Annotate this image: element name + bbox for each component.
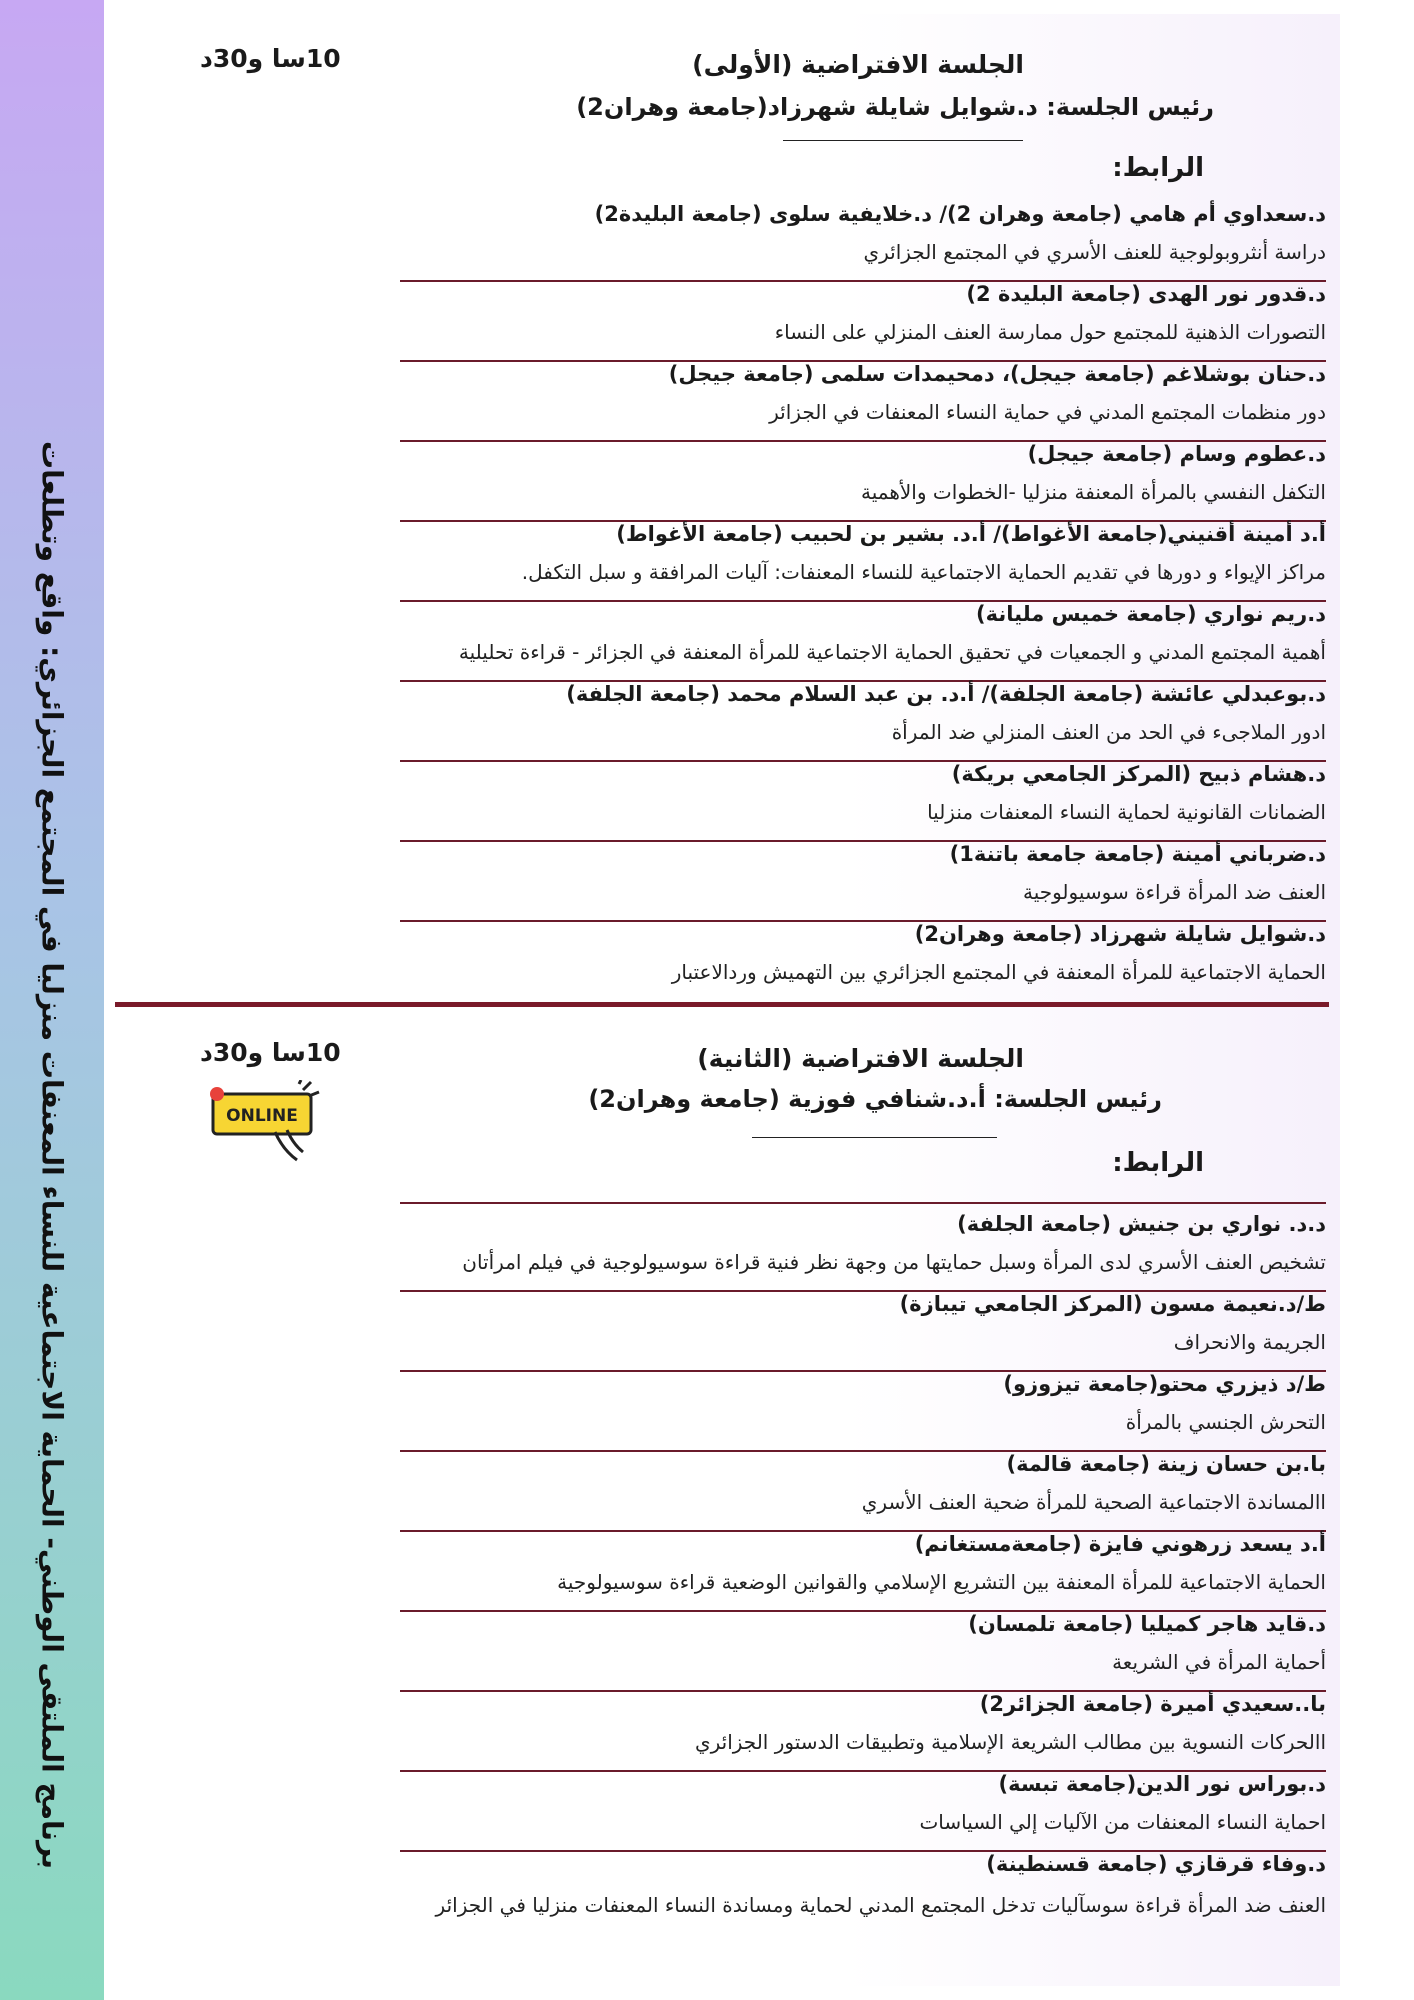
entry-author: ط/د ذيزري محتو(جامعة تيزوزو) (1003, 1372, 1326, 1396)
list-item (400, 1532, 1326, 1612)
list-item (400, 522, 1326, 602)
session1-chair: رئيس الجلسة: د.شوايل شايلة شهرزاد(جامعة وهران2) (576, 93, 1214, 121)
session2-time: 10سا و30د (200, 1038, 341, 1067)
entry-author: د.هشام ذبيح (المركز الجامعي بريكة) (951, 762, 1326, 786)
session1-entries (400, 202, 1326, 1002)
entry-author: د.بوراس نور الدين(جامعة تبسة) (998, 1772, 1326, 1796)
list-item (400, 1372, 1326, 1452)
entry-author: با.بن حسان زينة (جامعة قالمة) (1006, 1452, 1326, 1476)
list-item (400, 442, 1326, 522)
entry-topic: مراكز الإيواء و دورها في تقديم الحماية الاجتماعية للنساء المعنفات: آليات المرافقة و سبل التكفل. (521, 560, 1326, 584)
entry-author: د.ضرباني أمينة (جامعة جامعة باتنة1) (949, 842, 1326, 866)
entry-topic: أهمية المجتمع المدني و الجمعيات في تحقيق الحماية الاجتماعية للمرأة المعنفة في الجزائر - قراءة تحليلية (458, 640, 1326, 664)
entry-topic: االحركات النسوية بين مطالب الشريعة الإسلامية وتطبيقات الدستور الجزائري (694, 1730, 1326, 1754)
entry-topic: العنف ضد المرأة قراءة سوسيولوجية (1022, 880, 1326, 904)
list-item (400, 1852, 1326, 1952)
entry-author: د.وفاء قرقازي (جامعة قسنطينة) (986, 1852, 1326, 1876)
entry-topic: الحماية الاجتماعية للمرأة المعنفة بين التشريع الإسلامي والقوانين الوضعية قراءة سوسيولوجية (557, 1570, 1326, 1594)
session2-link-label: الرابط: (1112, 1148, 1204, 1178)
entry-author: أ.د يسعد زرهوني فايزة (جامعةمستغانم) (914, 1532, 1326, 1556)
session2-top-rule (400, 1202, 1326, 1204)
entry-topic: تشخيص العنف الأسري لدى المرأة وسبل حمايتها من وجهة نظر فنية قراءة سوسيولوجية في فيلم امرأتان (462, 1250, 1326, 1274)
entry-topic: التصورات الذهنية للمجتمع حول ممارسة العنف المنزلي على النساء (774, 320, 1326, 344)
list-item (400, 922, 1326, 1002)
list-item (400, 202, 1326, 282)
session2-chair: رئيس الجلسة: أ.د.شنافي فوزية (جامعة وهران2) (588, 1085, 1162, 1113)
list-item (400, 682, 1326, 762)
entry-topic: االمساندة الاجتماعية الصحية للمرأة ضحية العنف الأسري (861, 1490, 1326, 1514)
entry-topic: التحرش الجنسي بالمرأة (1125, 1410, 1326, 1434)
entry-author: د.قدور نور الهدى (جامعة البليدة 2) (966, 282, 1326, 306)
entry-topic: التكفل النفسي بالمرأة المعنفة منزليا -الخطوات والأهمية (861, 480, 1326, 504)
session-divider (115, 1002, 1329, 1007)
entry-author: د.سعداوي أم هامي (جامعة وهران 2)/ د.خلايفية سلوى (جامعة البليدة2) (594, 202, 1326, 226)
list-item (400, 1212, 1326, 1292)
list-item (400, 1612, 1326, 1692)
entry-author: د.د. نواري بن جنيش (جامعة الجلفة) (957, 1212, 1326, 1236)
entry-author: د.ريم نواري (جامعة خميس مليانة) (976, 602, 1326, 626)
session2-entries (400, 1212, 1326, 1952)
online-badge (205, 1080, 325, 1170)
entry-topic: الضمانات القانونية لحماية النساء المعنفات منزليا (927, 800, 1326, 824)
entry-author: د.شوايل شايلة شهرزاد (جامعة وهران2) (914, 922, 1326, 946)
session1-title: الجلسة الافتراضية (الأولى) (692, 50, 1024, 79)
list-item (400, 1452, 1326, 1532)
list-item (400, 762, 1326, 842)
entry-topic: أحماية المرأة في الشريعة (1112, 1650, 1326, 1674)
session2-underline (752, 1137, 997, 1138)
program-title: برنامج الملتقى الوطني- الحماية الاجتماعية للنساء المعنفات منزليا في المجتمع الجزائري: واقع وتطلعات (35, 441, 69, 1869)
list-item (400, 602, 1326, 682)
entry-author: د.بوعبدلي عائشة (جامعة الجلفة)/ أ.د. بن عبد السلام محمد (جامعة الجلفة) (566, 682, 1326, 706)
entry-author: ط/د.نعيمة مسون (المركز الجامعي تيبازة) (899, 1292, 1326, 1316)
badge-label: ONLINE (226, 1106, 298, 1126)
entry-topic: دور منظمات المجتمع المدني في حماية النساء المعنفات في الجزائر (769, 400, 1326, 424)
entry-topic: احماية النساء المعنفات من الآليات إلي السياسات (919, 1810, 1326, 1834)
entry-author: أ.د أمينة أقنيني(جامعة الأغواط)/ أ.د. بشير بن لحبيب (جامعة الأغواط) (616, 522, 1326, 546)
entry-author: د.قايد هاجر كميليا (جامعة تلمسان) (968, 1612, 1326, 1636)
entry-topic: دراسة أنثروبولوجية للعنف الأسري في المجتمع الجزائري (863, 240, 1326, 264)
list-item (400, 1292, 1326, 1372)
list-item (400, 1772, 1326, 1852)
sidebar (0, 0, 104, 2000)
session2-title: الجلسة الافتراضية (الثانية) (697, 1044, 1024, 1073)
entry-author: با..سعيدي أميرة (جامعة الجزائر2) (979, 1692, 1326, 1716)
entry-author: د.عطوم وسام (جامعة جيجل) (1027, 442, 1326, 466)
list-item (400, 1692, 1326, 1772)
entry-topic: الحماية الاجتماعية للمرأة المعنفة في المجتمع الجزائري بين التهميش وردالاعتبار (671, 960, 1326, 984)
list-item (400, 282, 1326, 362)
entry-topic: العنف ضد المرأة قراءة سوسآليات تدخل المجتمع المدني لحماية ومساندة النساء المعنفات منزليا في الجزائر (435, 1893, 1326, 1917)
badge-dot-icon (210, 1087, 224, 1101)
session1-underline (783, 140, 1023, 141)
list-item (400, 842, 1326, 922)
list-item (400, 362, 1326, 442)
session1-time: 10سا و30د (200, 44, 341, 73)
entry-topic: الجريمة والانحراف (1173, 1330, 1326, 1354)
session1-link-label: الرابط: (1112, 153, 1204, 183)
entry-author: د.حنان بوشلاغم (جامعة جيجل)، دمحيمدات سلمى (جامعة جيجل) (668, 362, 1326, 386)
entry-topic: ادور الملاجىء في الحد من العنف المنزلي ضد المرأة (891, 720, 1326, 744)
